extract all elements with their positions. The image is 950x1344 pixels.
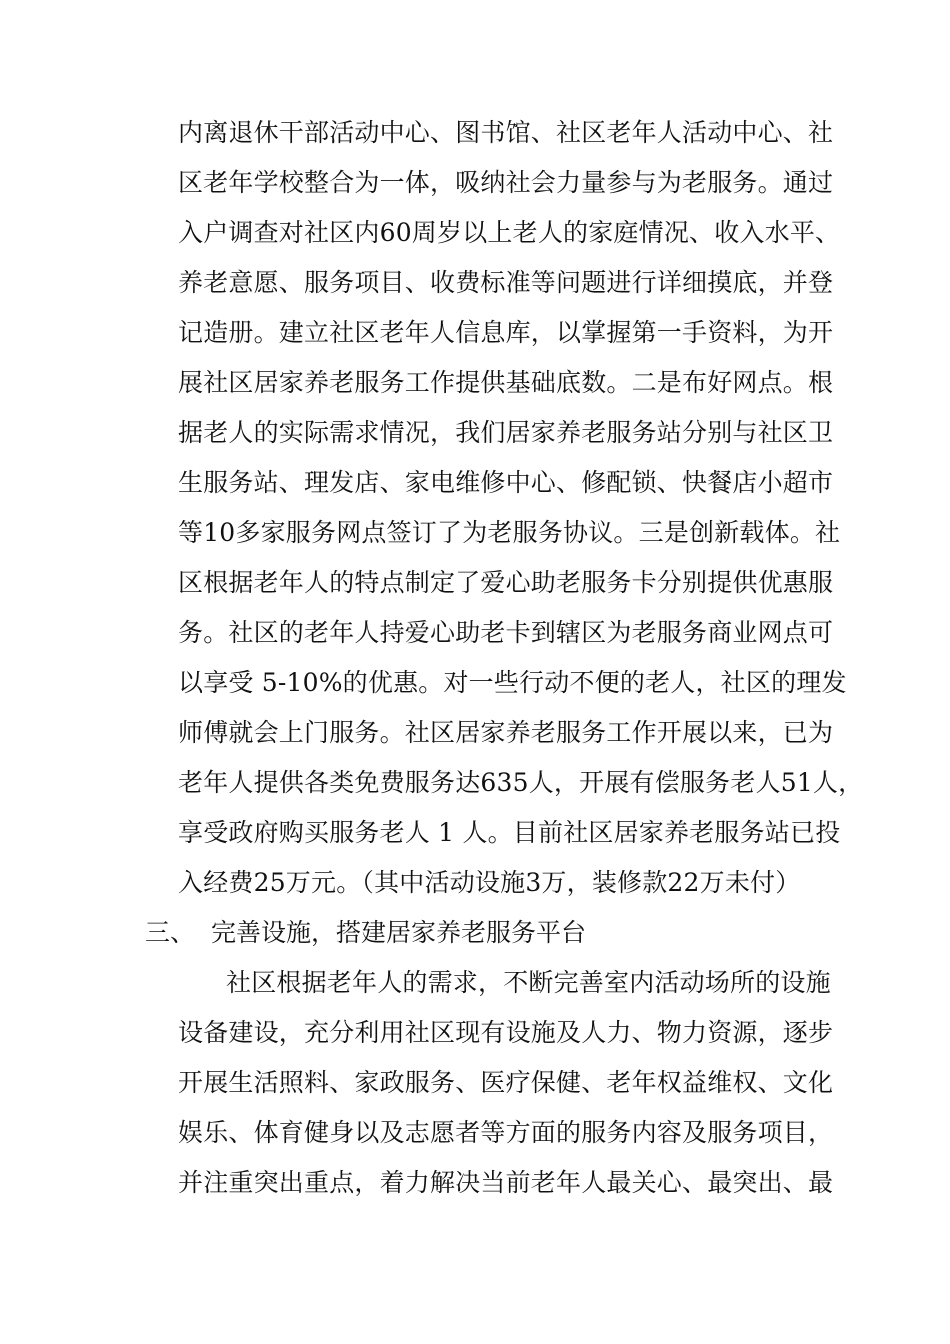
paragraph1-line-8: 生服务站、理发店、家电维修中心、修配锁、快餐店小超市 [178, 468, 834, 497]
paragraph1-line-10: 区根据老年人的特点制定了爱心助老服务卡分别提供优惠服 [178, 568, 834, 597]
paragraph1-line-7: 据老人的实际需求情况，我们居家养老服务站分别与社区卫 [178, 418, 834, 447]
paragraph1-line-15: 享受政府购买服务老人 1 人。目前社区居家养老服务站已投 [178, 818, 841, 847]
paragraph1-line-11: 务。社区的老年人持爱心助老卡到辖区为老服务商业网点可 [178, 618, 834, 647]
paragraph1-line-3: 入户调查对社区内60周岁以上老人的家庭情况、收入水平、 [178, 218, 841, 247]
paragraph2-line-4: 娱乐、体育健身以及志愿者等方面的服务内容及服务项目， [178, 1118, 834, 1147]
paragraph1-line-4: 养老意愿、服务项目、收费标准等问题进行详细摸底，并登 [178, 268, 834, 297]
paragraph1-line-2: 区老年学校整合为一体，吸纳社会力量参与为老服务。通过 [178, 168, 834, 197]
paragraph1-line-1: 内离退休干部活动中心、图书馆、社区老年人活动中心、社 [178, 118, 834, 147]
paragraph1-line-14: 老年人提供各类免费服务达635人，开展有偿服务老人51人， [178, 768, 864, 797]
paragraph1-line-5: 记造册。建立社区老年人信息库，以掌握第一手资料，为开 [178, 318, 834, 347]
paragraph1-line-16: 入经费25万元。（其中活动设施3万，装修款22万未付） [178, 868, 801, 897]
paragraph2-line-3: 开展生活照料、家政服务、医疗保健、老年权益维权、文化 [178, 1068, 834, 1097]
section-title: 完善设施，搭建居家养老服务平台 [211, 918, 587, 947]
paragraph2-line-5: 并注重突出重点，着力解决当前老年人最关心、最突出、最 [178, 1168, 834, 1197]
paragraph1-line-9: 等10多家服务网点签订了为老服务协议。三是创新载体。社 [178, 518, 841, 547]
paragraph1-line-6: 展社区居家养老服务工作提供基础底数。二是布好网点。根 [178, 368, 834, 397]
paragraph2-line-2: 设备建设，充分利用社区现有设施及人力、物力资源，逐步 [178, 1018, 834, 1047]
section-heading [145, 917, 586, 949]
paragraph2-line-1: 社区根据老年人的需求，不断完善室内活动场所的设施 [226, 968, 831, 997]
paragraph1-line-12: 以享受 5-10%的优惠。对一些行动不便的老人，社区的理发 [178, 668, 847, 697]
paragraph1-line-13: 师傅就会上门服务。社区居家养老服务工作开展以来，已为 [178, 718, 834, 747]
section-number: 三、 [145, 918, 196, 947]
